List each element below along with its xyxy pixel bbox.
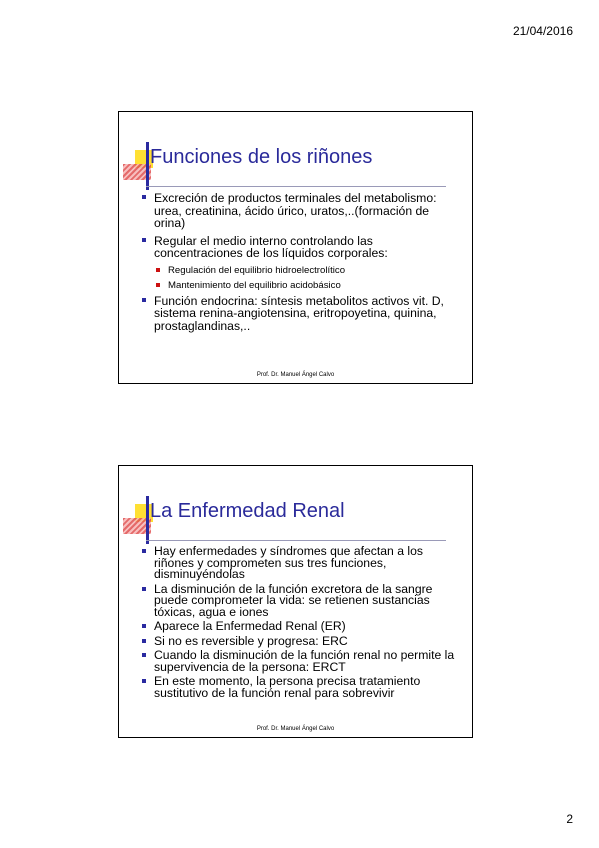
square-bullet-icon	[142, 639, 146, 643]
slide-footer: Prof. Dr. Manuel Ángel Calvo	[256, 372, 335, 378]
bullet-item: Aparece la Enfermedad Renal (ER)	[141, 621, 462, 633]
square-bullet-icon	[156, 268, 160, 272]
page-date: 21/04/2016	[512, 24, 573, 38]
bullet-item: Si no es reversible y progresa: ERC	[141, 636, 462, 648]
bullet-item: Regular el medio interno controlando las concentraciones de los líquidos corporales:	[141, 235, 462, 260]
square-bullet-icon	[142, 587, 146, 591]
slide-title: Funciones de los riñones	[150, 146, 373, 168]
square-bullet-icon	[142, 679, 146, 683]
sub-bullet-item: Mantenimiento del equilibrio acidobásico	[141, 280, 462, 291]
slide-footer: Prof. Dr. Manuel Ángel Calvo	[256, 726, 335, 732]
bullet-item: La disminución de la función excretora de la sangre puede comprometer la vida: se retienen sustancias tóxicas, agua e iones	[141, 584, 462, 619]
bullet-item: Función endocrina: síntesis metabolitos activos vit. D, sistema renina-angiotensina, eritropoyetina, quinina, prostaglandinas,..	[141, 295, 462, 333]
square-bullet-icon	[142, 549, 146, 553]
page-number: 2	[566, 812, 573, 826]
bullet-list	[141, 546, 462, 702]
bullet-item: Excreción de productos terminales del metabolismo: urea, creatinina, ácido úrico, uratos,..(formación de orina)	[141, 192, 462, 230]
slide-title: La Enfermedad Renal	[150, 500, 345, 522]
square-bullet-icon	[142, 653, 146, 657]
square-bullet-icon	[142, 195, 146, 199]
bullet-list	[141, 192, 462, 337]
bullet-item: Hay enfermedades y síndromes que afectan a los riñones y comprometen sus tres funciones, disminuyéndolas	[141, 546, 462, 581]
slide-enfermedad-renal	[118, 465, 473, 738]
square-bullet-icon	[142, 624, 146, 628]
square-bullet-icon	[142, 298, 146, 302]
sub-bullet-item: Regulación del equilibrio hidroelectrolítico	[141, 265, 462, 276]
bullet-item: En este momento, la persona precisa tratamiento sustitutivo de la función renal para sobrevivir	[141, 676, 462, 699]
bullet-item: Cuando la disminución de la función renal no permite la supervivencia de la persona: ERCT	[141, 650, 462, 673]
square-bullet-icon	[156, 283, 160, 287]
square-bullet-icon	[142, 238, 146, 242]
slide-funciones	[118, 111, 473, 384]
